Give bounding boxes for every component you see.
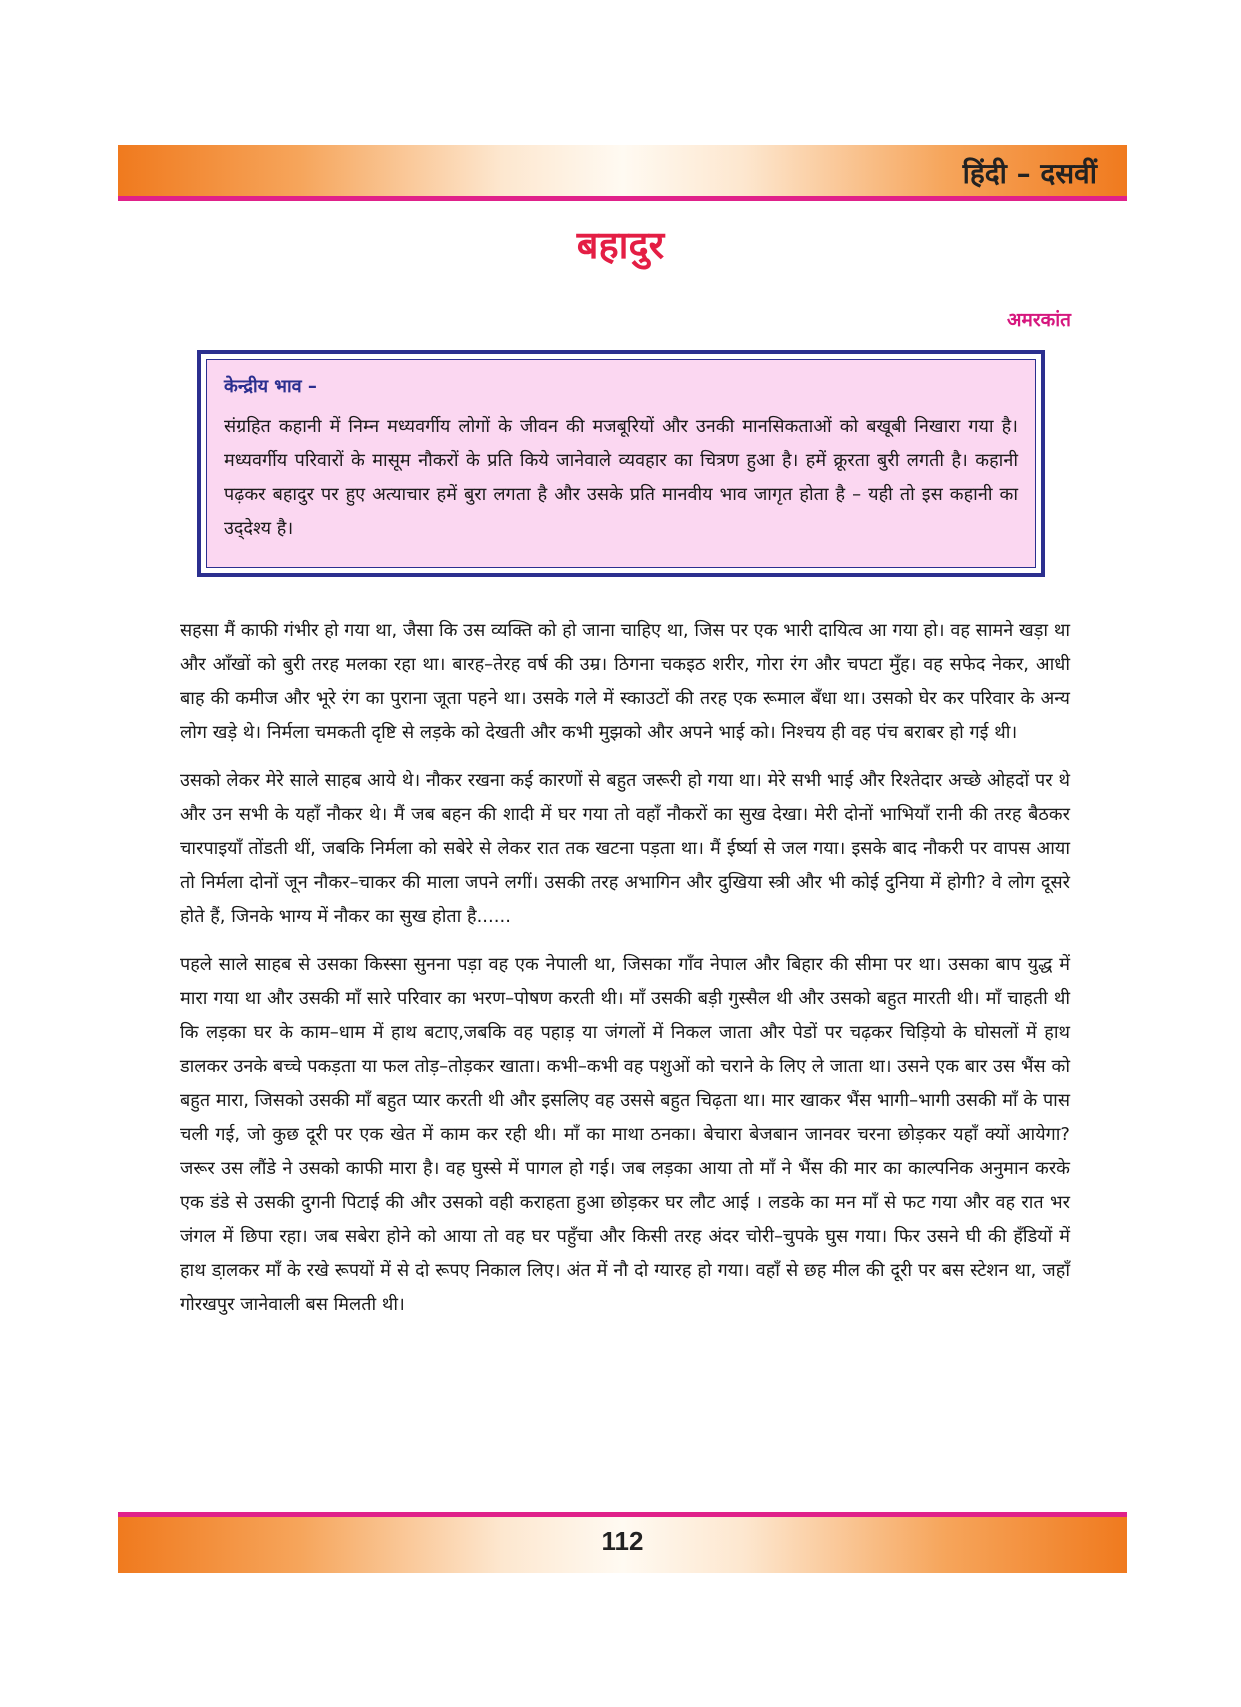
story-paragraph: उसको लेकर मेरे साले साहब आये थे। नौकर रखना कई कारणों से बहुत जरूरी हो गया था। मेरे सभी भाई और रिश्तेदार अच्छे ओहदों पर थे और उन सभी के यहाँ नौकर थे। मैं जब बहन की शादी में घर गया तो वहाँ नौकरों का सुख देखा। मेरी दोनों भाभियाँ रानी की तरह बैठकर चारपाइयाँ तोंडती थीं, जबकि निर्मला को सबेरे से लेकर रात तक खटना पड़ता था। मैं ईर्ष्या से जल गया। इसके बाद नौकरी पर वापस आया तो निर्मला दोनों जून नौकर–चाकर की माला जपने लगीं। उसकी तरह अभागिन और दुखिया स्त्री और भी कोई दुनिया में होगी? वे लोग दूसरे होते हैं, जिनके भाग्य में नौकर का सुख होता है......	[180, 770, 1070, 927]
page-number: 112	[601, 1526, 644, 1556]
author-name: अमरकांत	[1007, 309, 1071, 331]
header-band	[118, 145, 1127, 201]
story-paragraph: पहले साले साहब से उसका किस्सा सुनना पड़ा वह एक नेपाली था, जिसका गाँव नेपाल और बिहार की सीमा पर था। उसका बाप युद्ध में मारा गया था और उसकी माँ सारे परिवार का भरण–पोषण करती थी। माँ उसकी बड़ी गुस्सैल थी और उसको बहुत मारती थी। माँ चाहती थी कि लड़का घर के काम–धाम में हाथ बटाए,जबकि वह पहाड़ या जंगलों में निकल जाता और पेडों पर चढ़कर चिड़ियो के घोसलों में हाथ डालकर उनके बच्चे पकड़ता या फल तोड़–तोड़कर खाता। कभी–कभी वह पशुओं को चराने के लिए ले जाता था। उसने एक बार उस भैंस को बहुत मारा, जिसको उसकी माँ बहुत प्यार करती थी और इसलिए वह उससे बहुत चिढ़ता था। मार खाकर भैंस भागी–भागी उसकी माँ के पास चली गई, जो कुछ दूरी पर एक खेत में काम कर रही थी। माँ का माथा ठनका। बेचारा बेजबान जानवर चरना छोड़कर यहाँ क्यों आयेगा? जरूर उस लौंडे ने उसको काफी मारा है। वह घुस्से में पागल हो गई। जब लड़का आया तो माँ ने भैंस की मार का काल्पनिक अनुमान करके एक डंडे से उसकी दुगनी पिटाई की और उसको वही कराहता हुआ छोड़कर घर लौट आई । लडके का मन माँ से फट गया और वह रात भर जंगल में छिपा रहा। जब सबेरा होने को आया तो वह घर पहुँचा और किसी तरह अंदर चोरी–चुपके घुस गया। फिर उसने घी की हँडियों में हाथ डा़लकर माँ के रखे रूपयों में से दो रूपए निकाल लिए। अंत में नौ दो ग्यारह हो गया। वहाँ से छह मील की दूरी पर बस स्टेशन था, जहाँ गोरखपुर जानेवाली बस मिलती थी।	[180, 954, 1070, 1315]
central-theme-text: संग्रहित कहानी में निम्न मध्यवर्गीय लोगों के जीवन की मजबूरियों और उनकी मानसिकताओं को बखूबी निखारा गया है। मध्यवर्गीय परिवारों के मासूम नौकरों के प्रति किये जानेवाले व्यवहार का चित्रण हुआ है। हमें क्रूरता बुरी लगती है। कहानी पढ़कर बहादुर पर हुए अत्याचार हमें बुरा लगता है और उसके प्रति मानवीय भाव जागृत होता है – यही तो इस कहानी का उद्‌देश्य है।	[224, 416, 1018, 539]
header-rule	[118, 196, 1127, 201]
footer-band	[118, 1512, 1127, 1573]
book-title: हिंदी – दसवीं	[962, 157, 1097, 190]
central-theme-heading: केन्द्रीय भाव –	[224, 376, 317, 397]
story-paragraph: सहसा मैं काफी गंभीर हो गया था, जैसा कि उस व्यक्ति को हो जाना चाहिए था, जिस पर एक भारी दायित्व आ गया हो। वह सामने खड़ा था और आँखों को बुरी तरह मलका रहा था। बारह–तेरह वर्ष की उम्र। ठिगना चकइठ शरीर, गोरा रंग और चपटा मुँह। वह सफेद नेकर, आधी बाह की कमीज और भूरे रंग का पुराना जूता पहने था। उसके गले में स्काउटों की तरह एक रूमाल बँधा था। उसको घेर कर परिवार के अन्य लोग खड़े थे। निर्मला चमकती दृष्टि से लड़के को देखती और कभी मुझको और अपने भाई को। निश्चय ही वह पंच बराबर हो गई थी।	[180, 620, 1070, 743]
story-body	[180, 614, 1070, 1336]
lesson-title: बहादुर	[576, 222, 665, 267]
central-theme-panel	[206, 359, 1036, 568]
footer-rule	[118, 1512, 1127, 1517]
central-theme-box	[197, 350, 1045, 577]
